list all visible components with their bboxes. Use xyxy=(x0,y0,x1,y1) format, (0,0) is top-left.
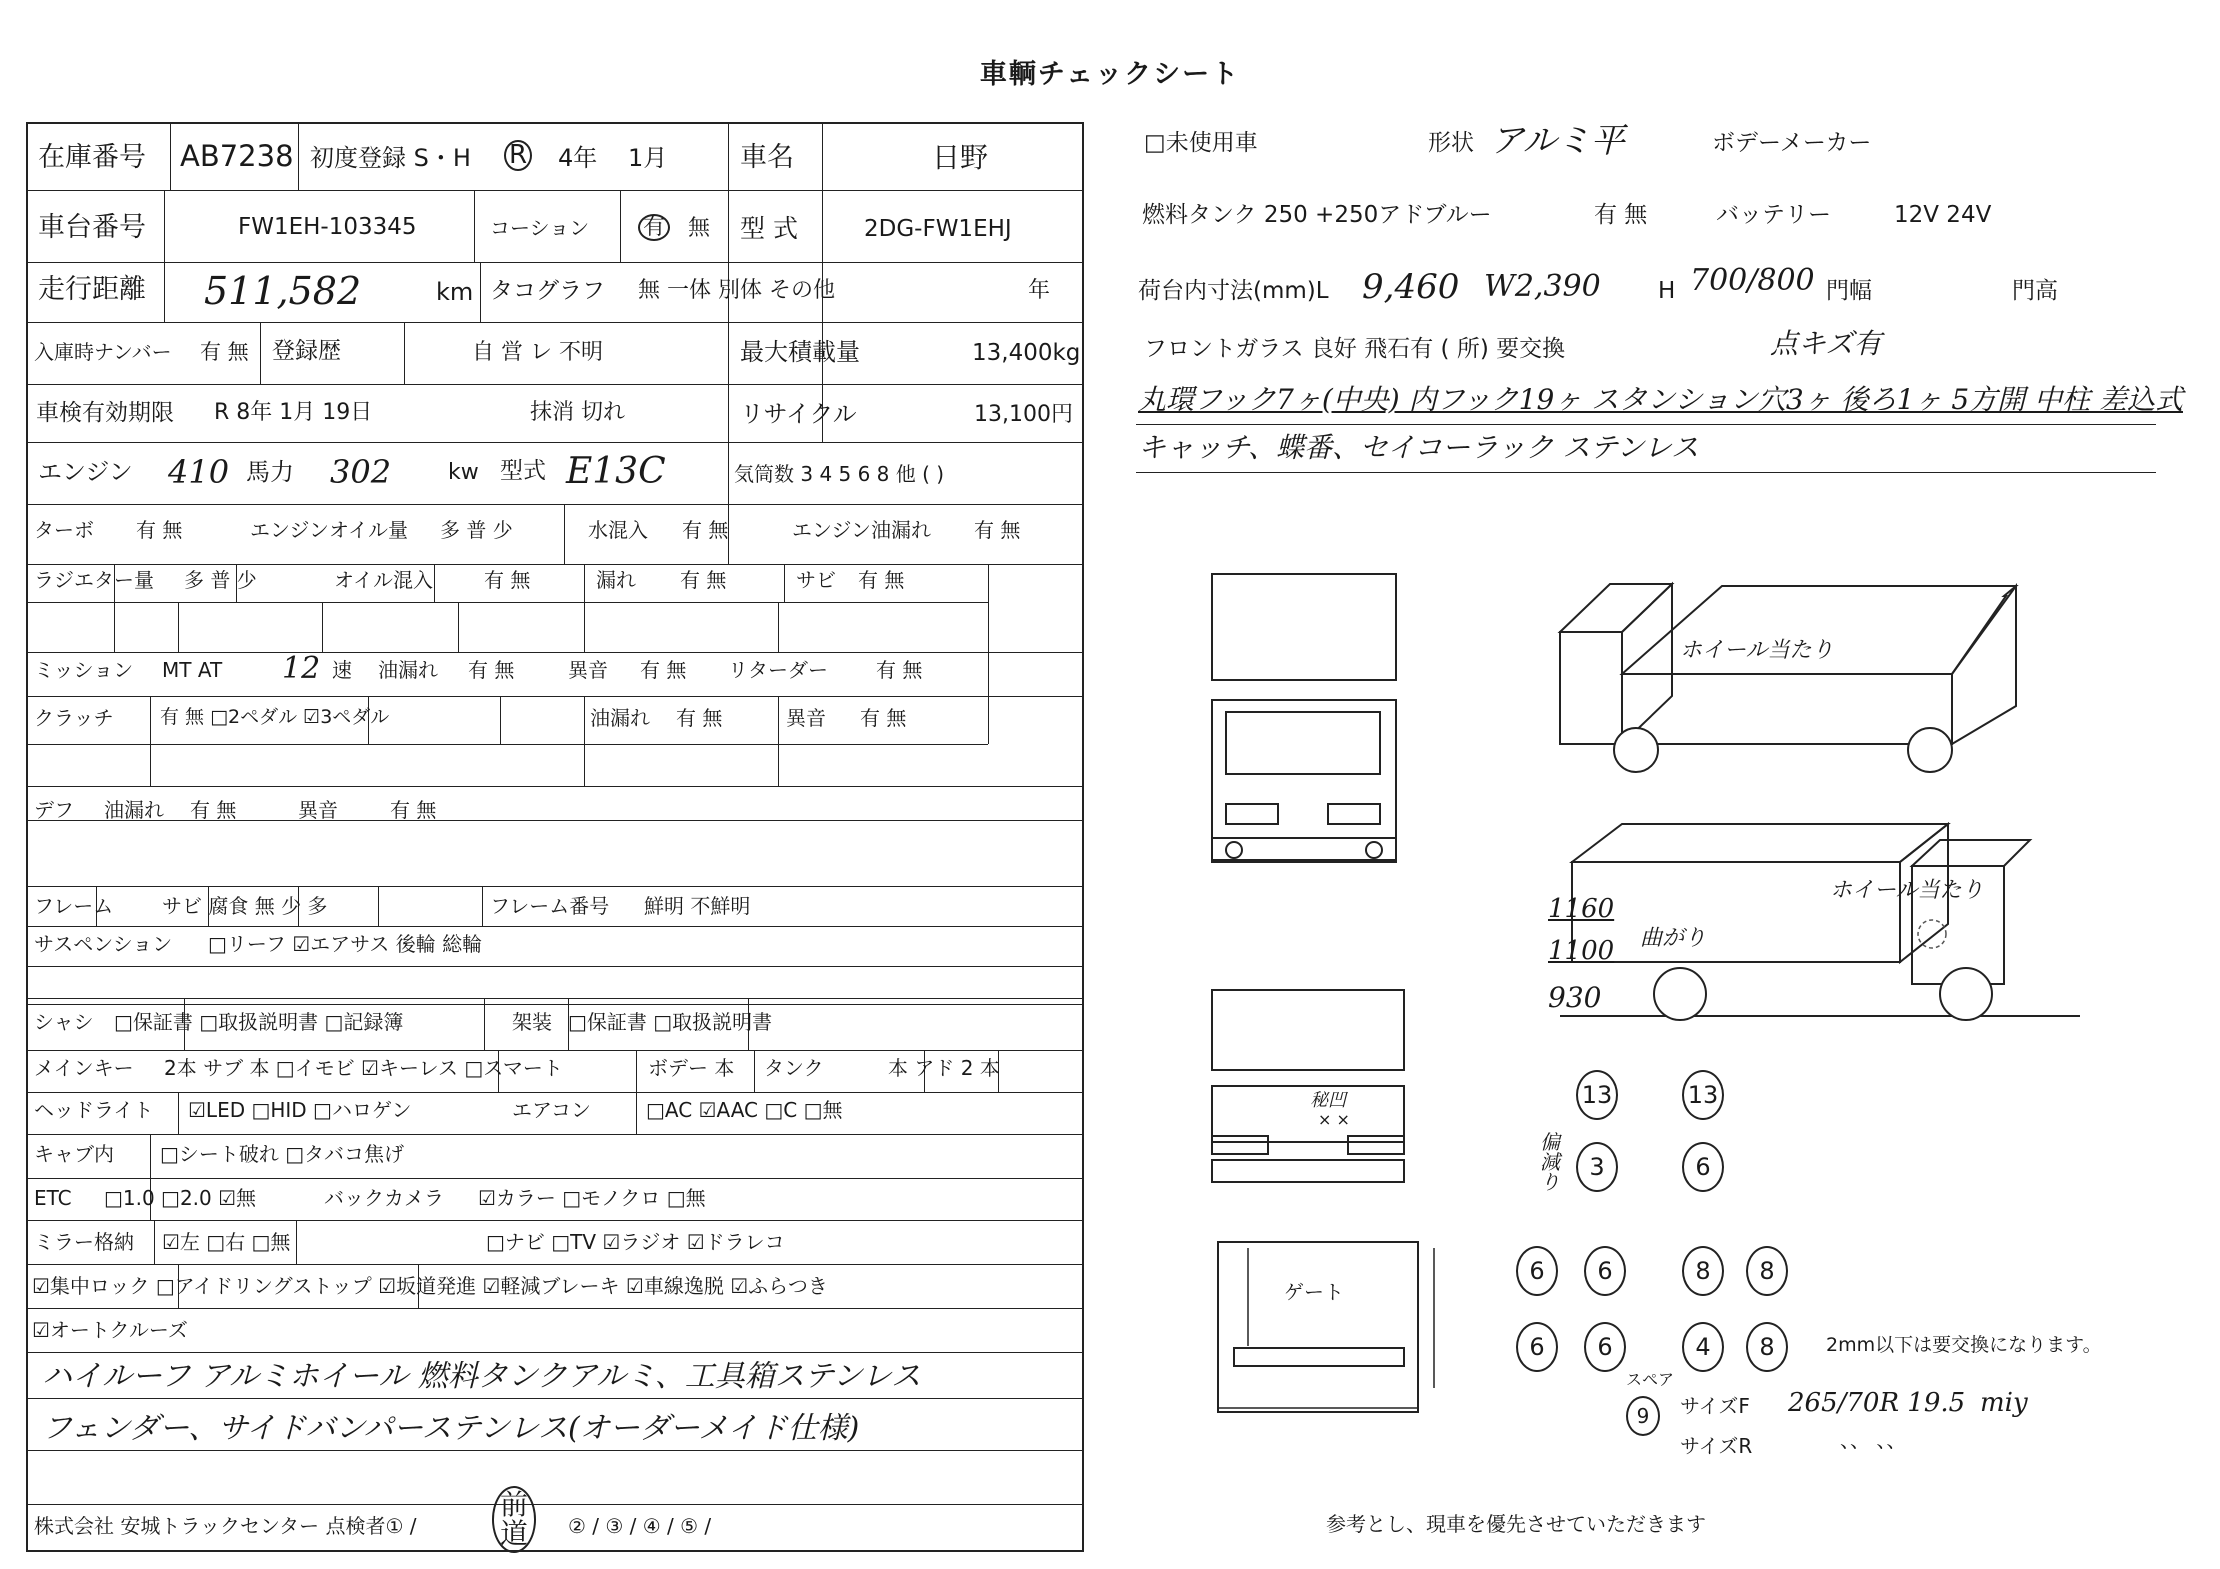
spare-label: スペア xyxy=(1626,1370,1675,1389)
aircon-options: □AC ☑AAC □C □無 xyxy=(646,1098,843,1122)
plate-label: 入庫時ナンバー xyxy=(34,340,172,364)
first-reg-year: 4年 xyxy=(558,144,598,172)
tire-rear2-outer-right: 8 xyxy=(1746,1322,1788,1372)
aircon-label: エアコン xyxy=(512,1098,591,1122)
frame-label: フレーム xyxy=(34,894,114,918)
clutch-leak-label: 油漏れ xyxy=(590,706,650,730)
battery-label: バッテリー xyxy=(1716,202,1831,228)
suspension-options: □リーフ ☑エアサス 後輪 総輪 xyxy=(208,932,483,956)
chassis-value: FW1EH-103345 xyxy=(238,214,417,240)
footer-disclaimer: 参考とし、現車を優先させていただきます xyxy=(1326,1512,1706,1536)
chassis-docs-label: シャシ xyxy=(34,1010,94,1034)
tire-front-left: 13 xyxy=(1576,1070,1618,1120)
mission-speed: 12 xyxy=(282,651,321,686)
back-camera-options: ☑カラー □モノクロ □無 xyxy=(478,1186,706,1210)
fuel-tank: 燃料タンク 250 +250アドブルー xyxy=(1142,202,1492,228)
rear-note-marks: × × xyxy=(1318,1110,1350,1129)
cab-options: □シート破れ □タバコ焦げ xyxy=(160,1142,404,1166)
first-reg-era xyxy=(504,140,532,171)
spare-tire: 9 xyxy=(1626,1396,1660,1436)
body-docs-label: 架装 xyxy=(512,1010,552,1034)
rust-options: 有 無 xyxy=(858,568,905,592)
cargo-height-label: H xyxy=(1658,278,1676,304)
unused-checkbox: □未使用車 xyxy=(1144,130,1258,156)
check-form xyxy=(26,122,1084,1552)
cargo-height: 700/800 xyxy=(1690,263,1815,298)
mission-noise-options: 有 無 xyxy=(640,658,687,682)
gate-diagram xyxy=(1214,1238,1444,1418)
tire-rear1-inner-left: 6 xyxy=(1584,1246,1626,1296)
clutch-noise-label: 異音 xyxy=(786,706,826,730)
sheet-title: 車輌チェックシート xyxy=(979,59,1241,90)
frame-options: サビ 腐食 無 少 多 xyxy=(162,894,328,918)
mirror-options: ☑左 □右 □無 xyxy=(162,1230,291,1254)
mainkey-options: 2本 サブ 本 □イモビ ☑キーレス □スマート xyxy=(164,1056,563,1080)
engine-hp-label: 馬力 xyxy=(246,458,294,486)
engine-kw: 302 xyxy=(330,453,392,491)
tire-replace-note: 2mm以下は要交換になります。 xyxy=(1826,1334,2102,1356)
diff-noise-options: 有 無 xyxy=(390,798,437,822)
frame-no-label: フレーム番号 xyxy=(490,894,610,918)
audio-options: □ナビ □TV ☑ラジオ ☑ドラレコ xyxy=(486,1230,785,1254)
retarder-label: リターダー xyxy=(728,658,828,682)
inspector-stamp xyxy=(492,1486,536,1553)
oil-level-label: エンジンオイル量 xyxy=(250,518,408,542)
door-width-label: 門幅 xyxy=(1826,278,1872,304)
handwritten-note-1: 丸環フック7ヶ(中央) 内フック19ヶ スタンション穴3ヶ 後ろ1ヶ 5方開 中柱 差込式 xyxy=(1138,383,2183,416)
size-r-marks: 、、 、、 xyxy=(1840,1428,1907,1452)
car-name-value: 日野 xyxy=(932,141,989,174)
diff-noise-label: 異音 xyxy=(298,798,338,822)
mission-label: ミッション xyxy=(34,658,134,682)
cab-label: キャブ内 xyxy=(34,1142,114,1166)
windshield-row: フロントガラス 良好 飛石有 ( 所) 要交換 xyxy=(1144,336,1566,362)
dim-1: 1160 xyxy=(1548,894,1615,924)
inspector-slots: ② / ③ / ④ / ⑤ / xyxy=(568,1514,712,1538)
tank-key-label: タンク xyxy=(764,1056,824,1080)
chassis-label: 車台番号 xyxy=(38,212,146,243)
frame-no-options: 鮮明 不鮮明 xyxy=(644,894,751,918)
coating-no: 無 xyxy=(688,216,711,241)
gate-label: ゲート xyxy=(1284,1280,1344,1304)
engine-leak-options: 有 無 xyxy=(974,518,1021,542)
engine-hp: 410 xyxy=(168,453,230,491)
suspension-label: サスペンション xyxy=(34,932,173,956)
model-value: 2DG-FW1EHJ xyxy=(864,216,1012,242)
tire-front-right: 13 xyxy=(1682,1070,1724,1120)
model-label: 型 式 xyxy=(740,214,798,243)
recycle-value: 13,100円 xyxy=(974,402,1073,427)
size-f-brand: miy xyxy=(1980,1388,2028,1418)
side-note-upper: ホイール当たり xyxy=(1680,638,1834,663)
oil-mix-options: 有 無 xyxy=(484,568,531,592)
oil-mix-label: オイル混入 xyxy=(334,568,433,592)
plate-options: 有 無 xyxy=(200,340,249,364)
tire-rear1-outer-left: 6 xyxy=(1516,1246,1558,1296)
body-key: ボデー 本 xyxy=(648,1056,735,1080)
coating-yes xyxy=(638,214,670,241)
tire-rear2-inner-right: 4 xyxy=(1682,1322,1724,1372)
notes-line-2: フェンダー、サイドバンパーステンレス(オーダーメイド仕様) xyxy=(42,1411,860,1446)
tank-key-options: 本 アド 2 本 xyxy=(888,1056,1000,1080)
mainkey-label: メインキー xyxy=(34,1056,134,1080)
radiator-options: 多 普 少 xyxy=(184,568,257,592)
truck-front-view xyxy=(1208,570,1398,880)
tire-rear2-inner-left: 6 xyxy=(1584,1322,1626,1372)
max-load-label: 最大積載量 xyxy=(740,338,860,366)
mission-leak-label: 油漏れ xyxy=(378,658,438,682)
headlight-options: ☑LED □HID □ハロゲン xyxy=(188,1098,412,1122)
equipment-line-2: ☑オートクルーズ xyxy=(32,1318,188,1342)
recycle-label: リサイクル xyxy=(740,400,857,428)
equipment-line-1: ☑集中ロック □アイドリングストップ ☑坂道発進 ☑軽減ブレーキ ☑車線逸脱 ☑ふらつき xyxy=(32,1274,828,1298)
tire-second-left: 3 xyxy=(1576,1142,1618,1192)
engine-model-label: 型式 xyxy=(500,458,546,484)
back-camera-label: バックカメラ xyxy=(324,1186,444,1210)
tacho-label: タコグラフ xyxy=(490,278,605,304)
coating-yes-circle: 有 xyxy=(638,214,670,241)
mileage-value: 511,582 xyxy=(204,269,362,313)
tire-rear1-outer-right: 8 xyxy=(1746,1246,1788,1296)
tacho-year: 年 xyxy=(1028,278,1051,303)
first-reg-era-circle: R xyxy=(504,140,532,171)
inspector-stamp-circle: 前道 xyxy=(492,1486,536,1553)
engine-model-value: E13C xyxy=(566,451,666,492)
company-footer: 株式会社 安城トラックセンター 点検者① / xyxy=(34,1514,417,1538)
door-height-label: 門高 xyxy=(2012,278,2058,304)
stock-no-label: 在庫番号 xyxy=(38,142,146,173)
chassis-docs-options: □保証書 □取扱説明書 □記録簿 xyxy=(114,1010,404,1034)
reg-hist-label: 登録歴 xyxy=(272,338,341,364)
cylinders: 気筒数 3 4 5 6 8 他 ( ) xyxy=(734,462,945,486)
car-name-label: 車名 xyxy=(740,142,794,173)
mission-leak-options: 有 無 xyxy=(468,658,515,682)
rust-label: サビ xyxy=(796,568,836,592)
tire-side-note: 偏減り xyxy=(1540,1130,1560,1194)
stock-no-value: AB7238 xyxy=(180,139,294,173)
reg-hist-options: 自 営 レ 不明 xyxy=(472,340,603,365)
clutch-options: 有 無 □2ペダル ☑3ペダル xyxy=(160,706,390,728)
radiator-label: ラジエター量 xyxy=(34,568,154,592)
dim-2-note: 曲がり xyxy=(1640,926,1707,951)
leak-label: 漏れ xyxy=(596,568,636,592)
cargo-width: W2,390 xyxy=(1484,269,1601,304)
dim-2: 1100 xyxy=(1548,936,1615,966)
mileage-label: 走行距離 xyxy=(38,274,146,305)
cargo-label: 荷台内寸法(mm)L xyxy=(1138,278,1329,304)
body-docs-options: □保証書 □取扱説明書 xyxy=(568,1010,773,1034)
mirror-label: ミラー格納 xyxy=(34,1230,134,1254)
first-reg-label: 初度登録 S・H xyxy=(310,144,471,172)
diff-leak-options: 有 無 xyxy=(190,798,237,822)
mission-options: MT AT xyxy=(162,658,223,682)
water-mix-label: 水混入 xyxy=(588,518,648,542)
truck-side-view-upper xyxy=(1552,556,2072,786)
tire-second-right: 6 xyxy=(1682,1142,1724,1192)
windshield-note: 点キズ有 xyxy=(1770,327,1882,360)
notes-line-1: ハイルーフ アルミホイール 燃料タンクアルミ、工具箱ステンレス xyxy=(42,1359,922,1394)
engine-leak-label: エンジン油漏れ xyxy=(792,518,931,542)
clutch-leak-options: 有 無 xyxy=(676,706,723,730)
cargo-length: 9,460 xyxy=(1362,267,1460,307)
oil-level-options: 多 普 少 xyxy=(440,518,513,542)
coating-label: コーション xyxy=(490,216,590,240)
inspection-value: R 8年 1月 19日 xyxy=(214,400,373,425)
first-reg-month: 1月 xyxy=(628,144,668,172)
rear-note: 秘凹 xyxy=(1310,1090,1346,1111)
adblue-options: 有 無 xyxy=(1594,202,1648,228)
mission-speed-unit: 速 xyxy=(332,658,352,682)
tacho-options: 無 一体 別体 その他 xyxy=(638,278,835,303)
size-r-label: サイズR xyxy=(1680,1434,1753,1458)
tire-rear2-outer-left: 6 xyxy=(1516,1322,1558,1372)
engine-kw-unit: kw xyxy=(448,460,479,485)
inspection-label: 車検有効期限 xyxy=(36,400,174,426)
headlight-label: ヘッドライト xyxy=(34,1098,154,1122)
turbo-options: 有 無 xyxy=(136,518,183,542)
size-f-label: サイズF xyxy=(1680,1394,1750,1418)
body-maker-label: ボデーメーカー xyxy=(1712,130,1872,156)
truck-rear-view xyxy=(1208,986,1408,1186)
engine-label: エンジン xyxy=(38,458,133,486)
max-load-value: 13,400kg xyxy=(972,340,1081,366)
leak-options: 有 無 xyxy=(680,568,727,592)
water-mix-options: 有 無 xyxy=(682,518,729,542)
mileage-unit: km xyxy=(436,278,474,306)
handwritten-note-2: キャッチ、蝶番、セイコーラック ステンレス xyxy=(1138,431,1699,464)
clutch-noise-options: 有 無 xyxy=(860,706,907,730)
size-f-value: 265/70R 19.5 xyxy=(1788,1388,1966,1418)
shape-value: アルミ平 xyxy=(1490,121,1625,161)
dim-3: 930 xyxy=(1548,981,1602,1014)
mission-noise-label: 異音 xyxy=(568,658,608,682)
inspection-options: 抹消 切れ xyxy=(530,400,625,425)
truck-side-view-lower xyxy=(1560,816,2080,1026)
etc-label: ETC xyxy=(34,1186,72,1210)
tire-rear1-inner-right: 8 xyxy=(1682,1246,1724,1296)
turbo-label: ターボ xyxy=(34,518,94,542)
shape-label: 形状 xyxy=(1428,130,1474,156)
retarder-options: 有 無 xyxy=(876,658,923,682)
etc-options: □1.0 □2.0 ☑無 xyxy=(104,1186,257,1210)
battery-options: 12V 24V xyxy=(1894,202,1992,228)
diff-label: デフ xyxy=(34,798,74,822)
side-note-lower: ホイール当たり xyxy=(1830,878,1984,903)
diff-leak-label: 油漏れ xyxy=(104,798,164,822)
clutch-label: クラッチ xyxy=(34,706,114,730)
